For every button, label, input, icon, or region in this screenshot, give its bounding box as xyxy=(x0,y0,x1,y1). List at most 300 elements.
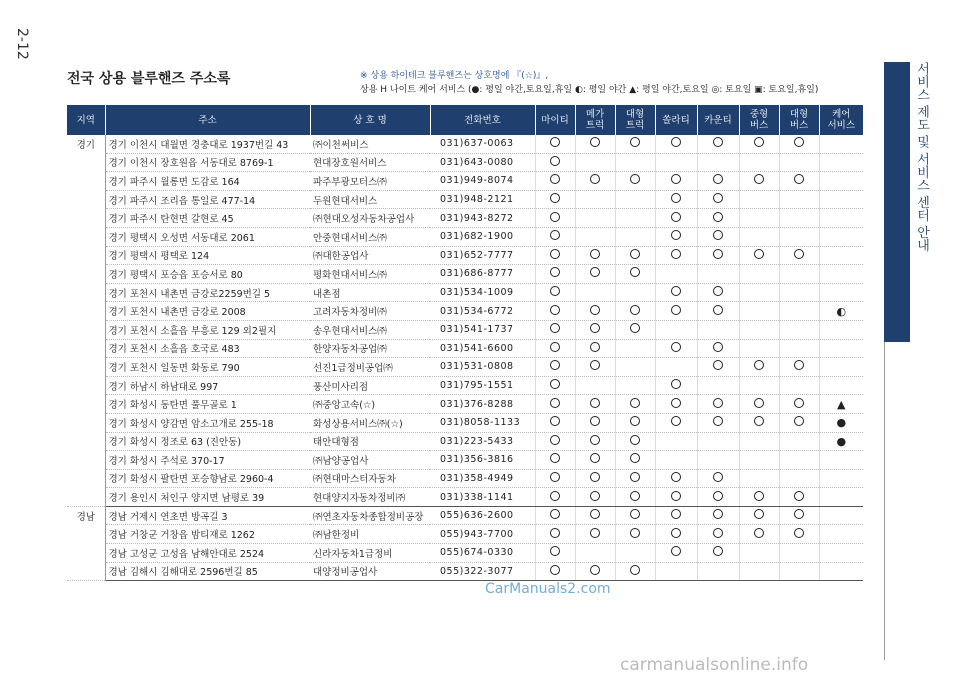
address-cell: 경기 화성시 정조로 63 (진안동) xyxy=(105,432,310,451)
availability-cell xyxy=(615,376,655,395)
table-row xyxy=(67,562,863,581)
availability-cell xyxy=(739,562,779,581)
available-circle-icon xyxy=(590,323,600,333)
availability-cell xyxy=(575,506,615,525)
phone-cell: 031)358-4949 xyxy=(430,469,535,488)
table-row xyxy=(67,358,863,377)
availability-cell xyxy=(575,283,615,302)
table-row xyxy=(67,227,863,246)
availability-cell xyxy=(697,172,739,191)
available-circle-icon xyxy=(590,174,600,184)
available-circle-icon xyxy=(630,267,640,277)
availability-cell xyxy=(575,358,615,377)
availability-cell xyxy=(819,488,863,507)
available-circle-icon xyxy=(754,491,764,501)
address-cell: 경기 포천시 내촌면 금강로2259번길 5 xyxy=(105,283,310,302)
phone-cell: 031)949-8074 xyxy=(430,172,535,191)
availability-cell xyxy=(819,320,863,339)
availability-cell xyxy=(739,413,779,432)
available-circle-icon xyxy=(713,528,723,538)
availability-cell xyxy=(615,544,655,563)
availability-cell xyxy=(575,172,615,191)
available-circle-icon xyxy=(713,509,723,519)
availability-cell xyxy=(535,376,575,395)
available-circle-icon xyxy=(590,528,600,538)
available-circle-icon xyxy=(794,491,804,501)
available-circle-icon xyxy=(590,267,600,277)
availability-cell xyxy=(655,172,697,191)
availability-cell xyxy=(819,525,863,544)
available-circle-icon xyxy=(794,249,804,259)
business-name-cell: 내촌점 xyxy=(310,283,430,302)
availability-cell xyxy=(697,358,739,377)
table-row xyxy=(67,488,863,507)
side-tab-label: 서비스 제도 및 서비스 센터 안내 xyxy=(914,62,929,252)
available-circle-icon xyxy=(713,212,723,222)
availability-cell xyxy=(779,153,819,172)
availability-cell xyxy=(697,451,739,470)
availability-cell xyxy=(779,172,819,191)
available-circle-icon xyxy=(550,249,560,259)
available-circle-icon xyxy=(794,360,804,370)
phone-cell: 055)636-2600 xyxy=(430,506,535,525)
business-name-cell: 안중현대서비스㈜ xyxy=(310,227,430,246)
available-circle-icon xyxy=(794,398,804,408)
availability-cell xyxy=(575,395,615,414)
available-circle-icon xyxy=(671,305,681,315)
available-circle-icon xyxy=(713,230,723,240)
availability-cell xyxy=(655,283,697,302)
availability-cell xyxy=(575,153,615,172)
availability-cell xyxy=(535,209,575,228)
availability-cell xyxy=(615,339,655,358)
phone-cell: 031)376-8288 xyxy=(430,395,535,414)
availability-cell xyxy=(615,562,655,581)
available-circle-icon xyxy=(794,528,804,538)
available-circle-icon xyxy=(794,174,804,184)
available-circle-icon xyxy=(671,137,681,147)
availability-cell xyxy=(575,544,615,563)
header-mid-bus: 중형 버스 xyxy=(739,105,779,135)
availability-cell xyxy=(697,153,739,172)
available-circle-icon xyxy=(713,137,723,147)
business-name-cell: 현대양지자동차정비㈜ xyxy=(310,488,430,507)
address-cell: 경남 김해시 김해대로 2596번길 85 xyxy=(105,562,310,581)
phone-cell: 031)686-8777 xyxy=(430,265,535,284)
availability-cell xyxy=(739,469,779,488)
available-circle-icon xyxy=(550,360,560,370)
phone-cell: 031)541-6600 xyxy=(430,339,535,358)
page-number: 2-12 xyxy=(14,28,30,60)
address-cell: 경기 화성시 동탄면 풀무골로 1 xyxy=(105,395,310,414)
availability-cell xyxy=(697,562,739,581)
available-circle-icon xyxy=(630,137,640,147)
availability-cell xyxy=(575,451,615,470)
availability-cell xyxy=(535,153,575,172)
availability-cell xyxy=(819,246,863,265)
available-circle-icon xyxy=(671,398,681,408)
availability-cell xyxy=(615,153,655,172)
availability-cell xyxy=(697,302,739,321)
availability-cell xyxy=(655,544,697,563)
address-cell: 경남 고성군 고성읍 남해안대로 2524 xyxy=(105,544,310,563)
available-circle-icon xyxy=(550,416,560,426)
business-name-cell: ㈜남한정비 xyxy=(310,525,430,544)
availability-cell xyxy=(575,339,615,358)
availability-cell xyxy=(615,488,655,507)
availability-cell xyxy=(615,469,655,488)
availability-cell xyxy=(615,190,655,209)
availability-cell xyxy=(655,413,697,432)
availability-cell xyxy=(655,302,697,321)
phone-cell: 031)534-6772 xyxy=(430,302,535,321)
availability-cell xyxy=(535,395,575,414)
available-circle-icon xyxy=(630,472,640,482)
available-circle-icon xyxy=(630,509,640,519)
address-cell: 경기 포천시 내촌면 금강로 2008 xyxy=(105,302,310,321)
available-circle-icon xyxy=(630,249,640,259)
available-circle-icon xyxy=(713,342,723,352)
available-circle-icon xyxy=(550,509,560,519)
availability-cell xyxy=(739,506,779,525)
available-circle-icon xyxy=(590,472,600,482)
availability-cell xyxy=(819,413,863,432)
table-row xyxy=(67,320,863,339)
available-circle-icon xyxy=(754,137,764,147)
availability-cell xyxy=(535,320,575,339)
available-circle-icon xyxy=(754,360,764,370)
available-circle-icon xyxy=(550,156,560,166)
business-name-cell: ㈜현대마스터자동차 xyxy=(310,469,430,488)
availability-cell xyxy=(655,488,697,507)
address-cell: 경기 이천시 대월면 경충대로 1937번길 43 xyxy=(105,135,310,153)
available-circle-icon xyxy=(550,398,560,408)
availability-cell xyxy=(697,265,739,284)
available-circle-icon xyxy=(630,305,640,315)
availability-cell xyxy=(779,302,819,321)
available-circle-icon xyxy=(754,398,764,408)
phone-cell: 031)948-2121 xyxy=(430,190,535,209)
availability-cell xyxy=(819,544,863,563)
address-cell: 경기 파주시 탄현면 갈현로 45 xyxy=(105,209,310,228)
region-cell: 경기 xyxy=(67,135,105,506)
availability-cell xyxy=(615,209,655,228)
availability-cell xyxy=(535,265,575,284)
availability-cell xyxy=(697,190,739,209)
availability-cell xyxy=(655,395,697,414)
availability-cell xyxy=(819,376,863,395)
available-circle-icon xyxy=(550,174,560,184)
availability-cell xyxy=(779,246,819,265)
availability-cell xyxy=(779,209,819,228)
side-tab-marker xyxy=(884,62,910,342)
availability-cell xyxy=(779,525,819,544)
available-circle-icon xyxy=(590,416,600,426)
availability-cell xyxy=(739,246,779,265)
available-circle-icon xyxy=(550,491,560,501)
available-circle-icon xyxy=(590,565,600,575)
availability-cell xyxy=(655,339,697,358)
available-circle-icon xyxy=(671,249,681,259)
table-body xyxy=(67,135,863,581)
available-circle-icon xyxy=(754,174,764,184)
table-row xyxy=(67,395,863,414)
available-circle-icon xyxy=(550,230,560,240)
availability-cell xyxy=(575,320,615,339)
availability-cell xyxy=(535,544,575,563)
available-circle-icon xyxy=(550,305,560,315)
availability-cell xyxy=(819,209,863,228)
availability-cell xyxy=(739,283,779,302)
available-circle-icon xyxy=(590,435,600,445)
availability-cell xyxy=(615,451,655,470)
available-circle-icon xyxy=(671,472,681,482)
availability-cell xyxy=(697,135,739,153)
availability-cell xyxy=(575,525,615,544)
availability-cell xyxy=(535,283,575,302)
availability-cell xyxy=(535,451,575,470)
availability-cell xyxy=(779,376,819,395)
available-circle-icon xyxy=(590,305,600,315)
availability-cell xyxy=(655,246,697,265)
available-circle-icon xyxy=(630,491,640,501)
available-circle-icon xyxy=(590,453,600,463)
availability-cell xyxy=(779,227,819,246)
availability-cell xyxy=(697,376,739,395)
availability-cell xyxy=(779,562,819,581)
business-name-cell: 두원현대서비스 xyxy=(310,190,430,209)
available-circle-icon xyxy=(630,435,640,445)
address-cell: 경기 포천시 소흘읍 호국로 483 xyxy=(105,339,310,358)
availability-cell xyxy=(779,506,819,525)
table-row xyxy=(67,265,863,284)
availability-cell xyxy=(739,488,779,507)
availability-cell xyxy=(655,451,697,470)
address-cell: 경기 이천시 장호원읍 서동대로 8769-1 xyxy=(105,153,310,172)
header-mega-truck: 메가 트럭 xyxy=(575,105,615,135)
availability-cell xyxy=(655,153,697,172)
availability-cell xyxy=(739,320,779,339)
availability-cell xyxy=(739,209,779,228)
available-circle-icon xyxy=(671,212,681,222)
business-name-cell: ㈜이천써비스 xyxy=(310,135,430,153)
phone-cell: 031)338-1141 xyxy=(430,488,535,507)
footer-watermark: carmanualsonline.info xyxy=(620,655,809,675)
availability-cell xyxy=(655,320,697,339)
business-name-cell: 신라자동차1급정비 xyxy=(310,544,430,563)
header-address: 주소 xyxy=(105,105,310,135)
availability-cell xyxy=(739,172,779,191)
availability-cell xyxy=(655,525,697,544)
header-region: 지역 xyxy=(67,105,105,135)
availability-cell xyxy=(535,339,575,358)
phone-cell: 031)682-1900 xyxy=(430,227,535,246)
availability-cell xyxy=(739,265,779,284)
available-circle-icon xyxy=(713,286,723,296)
phone-cell: 031)8058-1133 xyxy=(430,413,535,432)
available-circle-icon xyxy=(630,398,640,408)
available-circle-icon xyxy=(630,565,640,575)
availability-cell xyxy=(615,172,655,191)
availability-cell xyxy=(655,227,697,246)
table-row xyxy=(67,190,863,209)
available-circle-icon xyxy=(671,286,681,296)
phone-cell: 031)223-5433 xyxy=(430,432,535,451)
available-circle-icon xyxy=(671,174,681,184)
business-name-cell: ㈜현대오성자동차공업사 xyxy=(310,209,430,228)
available-circle-icon xyxy=(590,509,600,519)
available-circle-icon xyxy=(550,342,560,352)
availability-cell xyxy=(535,190,575,209)
availability-cell xyxy=(575,562,615,581)
availability-cell xyxy=(819,135,863,153)
availability-cell xyxy=(779,135,819,153)
availability-cell xyxy=(779,395,819,414)
availability-cell xyxy=(615,246,655,265)
availability-cell xyxy=(697,246,739,265)
availability-cell xyxy=(697,544,739,563)
availability-cell xyxy=(779,190,819,209)
availability-cell xyxy=(655,190,697,209)
care-service-symbol: ◐ xyxy=(836,304,847,318)
available-circle-icon xyxy=(550,379,560,389)
business-name-cell: 현대장호원서비스 xyxy=(310,153,430,172)
table-row xyxy=(67,469,863,488)
available-circle-icon xyxy=(550,137,560,147)
business-name-cell: ㈜연초자동차종합정비공장 xyxy=(310,506,430,525)
legend-note-line2: 상용 H 나이트 케어 서비스 (●: 평일 야간,토요일,휴일 ◐: 평일 야간 ▲: 평일 야간,토요일 ◎: 토요일 ▣: 토요일,휴일) xyxy=(360,85,819,95)
available-circle-icon xyxy=(550,193,560,203)
table-row xyxy=(67,432,863,451)
available-circle-icon xyxy=(713,305,723,315)
available-circle-icon xyxy=(713,249,723,259)
available-circle-icon xyxy=(671,546,681,556)
business-name-cell: 태안대형점 xyxy=(310,432,430,451)
phone-cell: 055)674-0330 xyxy=(430,544,535,563)
availability-cell xyxy=(535,562,575,581)
address-cell: 경기 파주시 조리읍 통일로 477-14 xyxy=(105,190,310,209)
available-circle-icon xyxy=(590,249,600,259)
table-row xyxy=(67,153,863,172)
available-circle-icon xyxy=(754,509,764,519)
availability-cell xyxy=(779,358,819,377)
available-circle-icon xyxy=(671,230,681,240)
availability-cell xyxy=(615,432,655,451)
availability-cell xyxy=(739,544,779,563)
header-solati: 쏠라티 xyxy=(655,105,697,135)
available-circle-icon xyxy=(713,360,723,370)
table-row xyxy=(67,525,863,544)
business-name-cell: 파주부광모터스㈜ xyxy=(310,172,430,191)
available-circle-icon xyxy=(671,193,681,203)
available-circle-icon xyxy=(630,528,640,538)
available-circle-icon xyxy=(754,249,764,259)
table-row xyxy=(67,339,863,358)
business-name-cell: ㈜남양공업사 xyxy=(310,451,430,470)
phone-cell: 031)652-7777 xyxy=(430,246,535,265)
availability-cell xyxy=(655,469,697,488)
availability-cell xyxy=(779,413,819,432)
header-business-name: 상 호 명 xyxy=(310,105,430,135)
availability-cell xyxy=(535,432,575,451)
availability-cell xyxy=(819,432,863,451)
header-phone: 전화번호 xyxy=(430,105,535,135)
available-circle-icon xyxy=(550,565,560,575)
availability-cell xyxy=(697,525,739,544)
available-circle-icon xyxy=(671,491,681,501)
phone-cell: 031)637-0063 xyxy=(430,135,535,153)
available-circle-icon xyxy=(630,416,640,426)
table-row xyxy=(67,135,863,153)
available-circle-icon xyxy=(713,546,723,556)
availability-cell xyxy=(739,227,779,246)
phone-cell: 031)356-3816 xyxy=(430,451,535,470)
available-circle-icon xyxy=(590,342,600,352)
availability-cell xyxy=(739,302,779,321)
address-cell: 경기 파주시 월롱면 도감로 164 xyxy=(105,172,310,191)
availability-cell xyxy=(655,506,697,525)
availability-cell xyxy=(535,246,575,265)
availability-cell xyxy=(697,339,739,358)
availability-cell xyxy=(819,227,863,246)
availability-cell xyxy=(739,395,779,414)
availability-cell xyxy=(779,451,819,470)
business-name-cell: 대양정비공업사 xyxy=(310,562,430,581)
availability-cell xyxy=(615,227,655,246)
availability-cell xyxy=(819,506,863,525)
availability-cell xyxy=(697,488,739,507)
availability-cell xyxy=(819,562,863,581)
availability-cell xyxy=(575,265,615,284)
available-circle-icon xyxy=(754,528,764,538)
business-name-cell: 화성상용서비스㈜(☆) xyxy=(310,413,430,432)
availability-cell xyxy=(697,506,739,525)
region-cell: 경남 xyxy=(67,506,105,580)
availability-cell xyxy=(739,432,779,451)
table-row xyxy=(67,413,863,432)
availability-cell xyxy=(575,488,615,507)
availability-cell xyxy=(819,283,863,302)
available-circle-icon xyxy=(754,416,764,426)
availability-cell xyxy=(697,469,739,488)
availability-cell xyxy=(575,209,615,228)
phone-cell: 031)541-1737 xyxy=(430,320,535,339)
available-circle-icon xyxy=(713,174,723,184)
availability-cell xyxy=(575,469,615,488)
availability-cell xyxy=(779,432,819,451)
legend-note-line1: ※ 상용 하이테크 블루핸즈는 상호명에 『(☆)』, xyxy=(360,71,549,81)
table-row xyxy=(67,246,863,265)
address-cell: 경기 하남시 하남대로 997 xyxy=(105,376,310,395)
available-circle-icon xyxy=(713,416,723,426)
availability-cell xyxy=(575,376,615,395)
business-name-cell: 고려자동차정비㈜ xyxy=(310,302,430,321)
care-service-symbol: ● xyxy=(836,434,847,448)
address-cell: 경기 포천시 일동면 화동로 790 xyxy=(105,358,310,377)
availability-cell xyxy=(535,469,575,488)
availability-cell xyxy=(697,395,739,414)
available-circle-icon xyxy=(671,509,681,519)
available-circle-icon xyxy=(590,360,600,370)
business-name-cell: ㈜대한공업사 xyxy=(310,246,430,265)
availability-cell xyxy=(535,525,575,544)
availability-cell xyxy=(697,320,739,339)
available-circle-icon xyxy=(671,528,681,538)
availability-cell xyxy=(615,358,655,377)
available-circle-icon xyxy=(550,472,560,482)
available-circle-icon xyxy=(630,453,640,463)
availability-cell xyxy=(535,135,575,153)
